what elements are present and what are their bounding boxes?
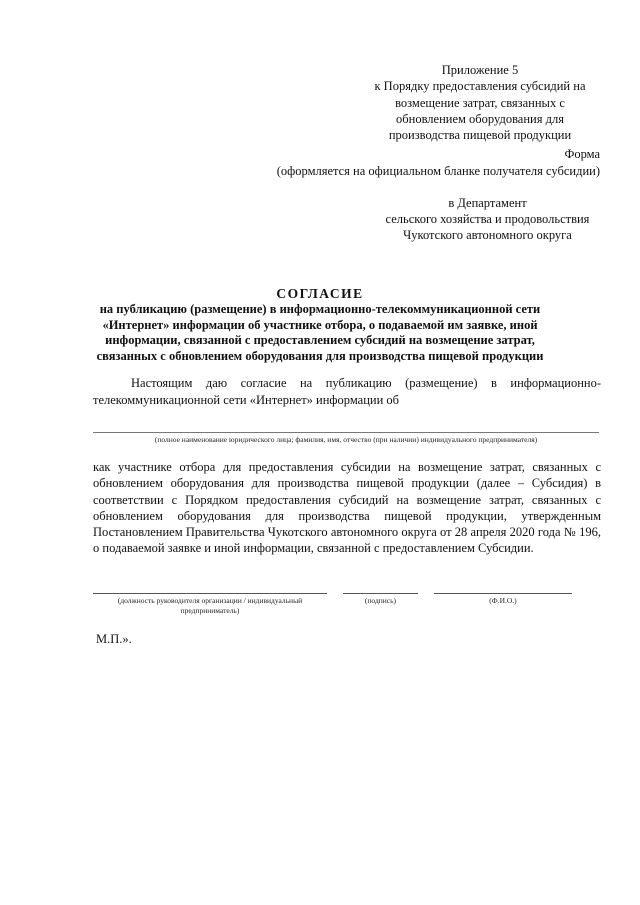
addressee-line: Чукотского автономного округа — [403, 228, 572, 242]
fio-field[interactable] — [434, 593, 572, 594]
intro-paragraph — [93, 375, 601, 408]
stamp-place: М.П.». — [96, 632, 132, 646]
addressee-line: сельского хозяйства и продовольствия — [385, 212, 590, 226]
addressee-line: в Департамент — [448, 196, 527, 210]
signature-hint: (подпись) — [364, 596, 397, 605]
title-line: связанных с обновлением оборудования для производства пищевой продукции — [96, 348, 544, 363]
title-line: на публикацию (размещение) в информационно-телекоммуникационной сети — [99, 302, 541, 316]
appendix-line: к Порядку предоставления субсидий на — [374, 79, 586, 94]
form-instruction: (оформляется на официальном бланке получателя субсидии) — [276, 163, 600, 178]
title-line: «Интернет» информации об участнике отбора, о подаваемой им заявке, иной — [102, 317, 538, 332]
form-note — [277, 146, 600, 179]
addressee-block — [365, 195, 610, 243]
appendix-line: возмещение затрат, связанных с — [395, 95, 565, 110]
consent-body: как участнике отбора для предоставления субсидии на возмещение затрат, связанных с обновлением оборудования для производства пищевой продукции (далее – Субсидия) в соответствии с Порядком предоставления субсидий на возмещение затрат, связанных с обновлением оборудования для производства пищевой продукции, утвержденным Постановлением Правительства Чукотского автономного округа от 28 апреля 2020 года № 196, о подаваемой заявке и иной информации, связанной с предоставлением Субсидии. — [93, 460, 601, 556]
signature-field[interactable] — [343, 593, 418, 594]
org-name-hint: (полное наименование юридического лица; фамилия, имя, отчество (при наличии) индивидуального предпринимателя) — [154, 435, 538, 444]
intro-line-1: Настоящим даю согласие на публикацию (размещение) в информационно- — [131, 376, 601, 390]
title-main: СОГЛАСИЕ — [276, 286, 364, 301]
org-name-field[interactable] — [93, 432, 599, 433]
title-line: информации, связанной с предоставлением субсидий на возмещение затрат, — [105, 333, 535, 347]
position-field[interactable] — [93, 593, 327, 594]
document-title — [80, 285, 560, 364]
intro-line-2: телекоммуникационной сети «Интернет» информации об — [93, 392, 399, 407]
form-label: Форма — [564, 147, 600, 161]
appendix-line: Приложение 5 — [441, 63, 519, 77]
appendix-line: производства пищевой продукции — [388, 128, 572, 143]
appendix-header — [360, 62, 600, 143]
appendix-line: обновлением оборудования для — [396, 111, 564, 126]
fio-hint: (Ф.И.О.) — [489, 596, 517, 605]
position-hint: (должность руководителя организации / индивидуальный предприниматель) — [117, 596, 303, 615]
